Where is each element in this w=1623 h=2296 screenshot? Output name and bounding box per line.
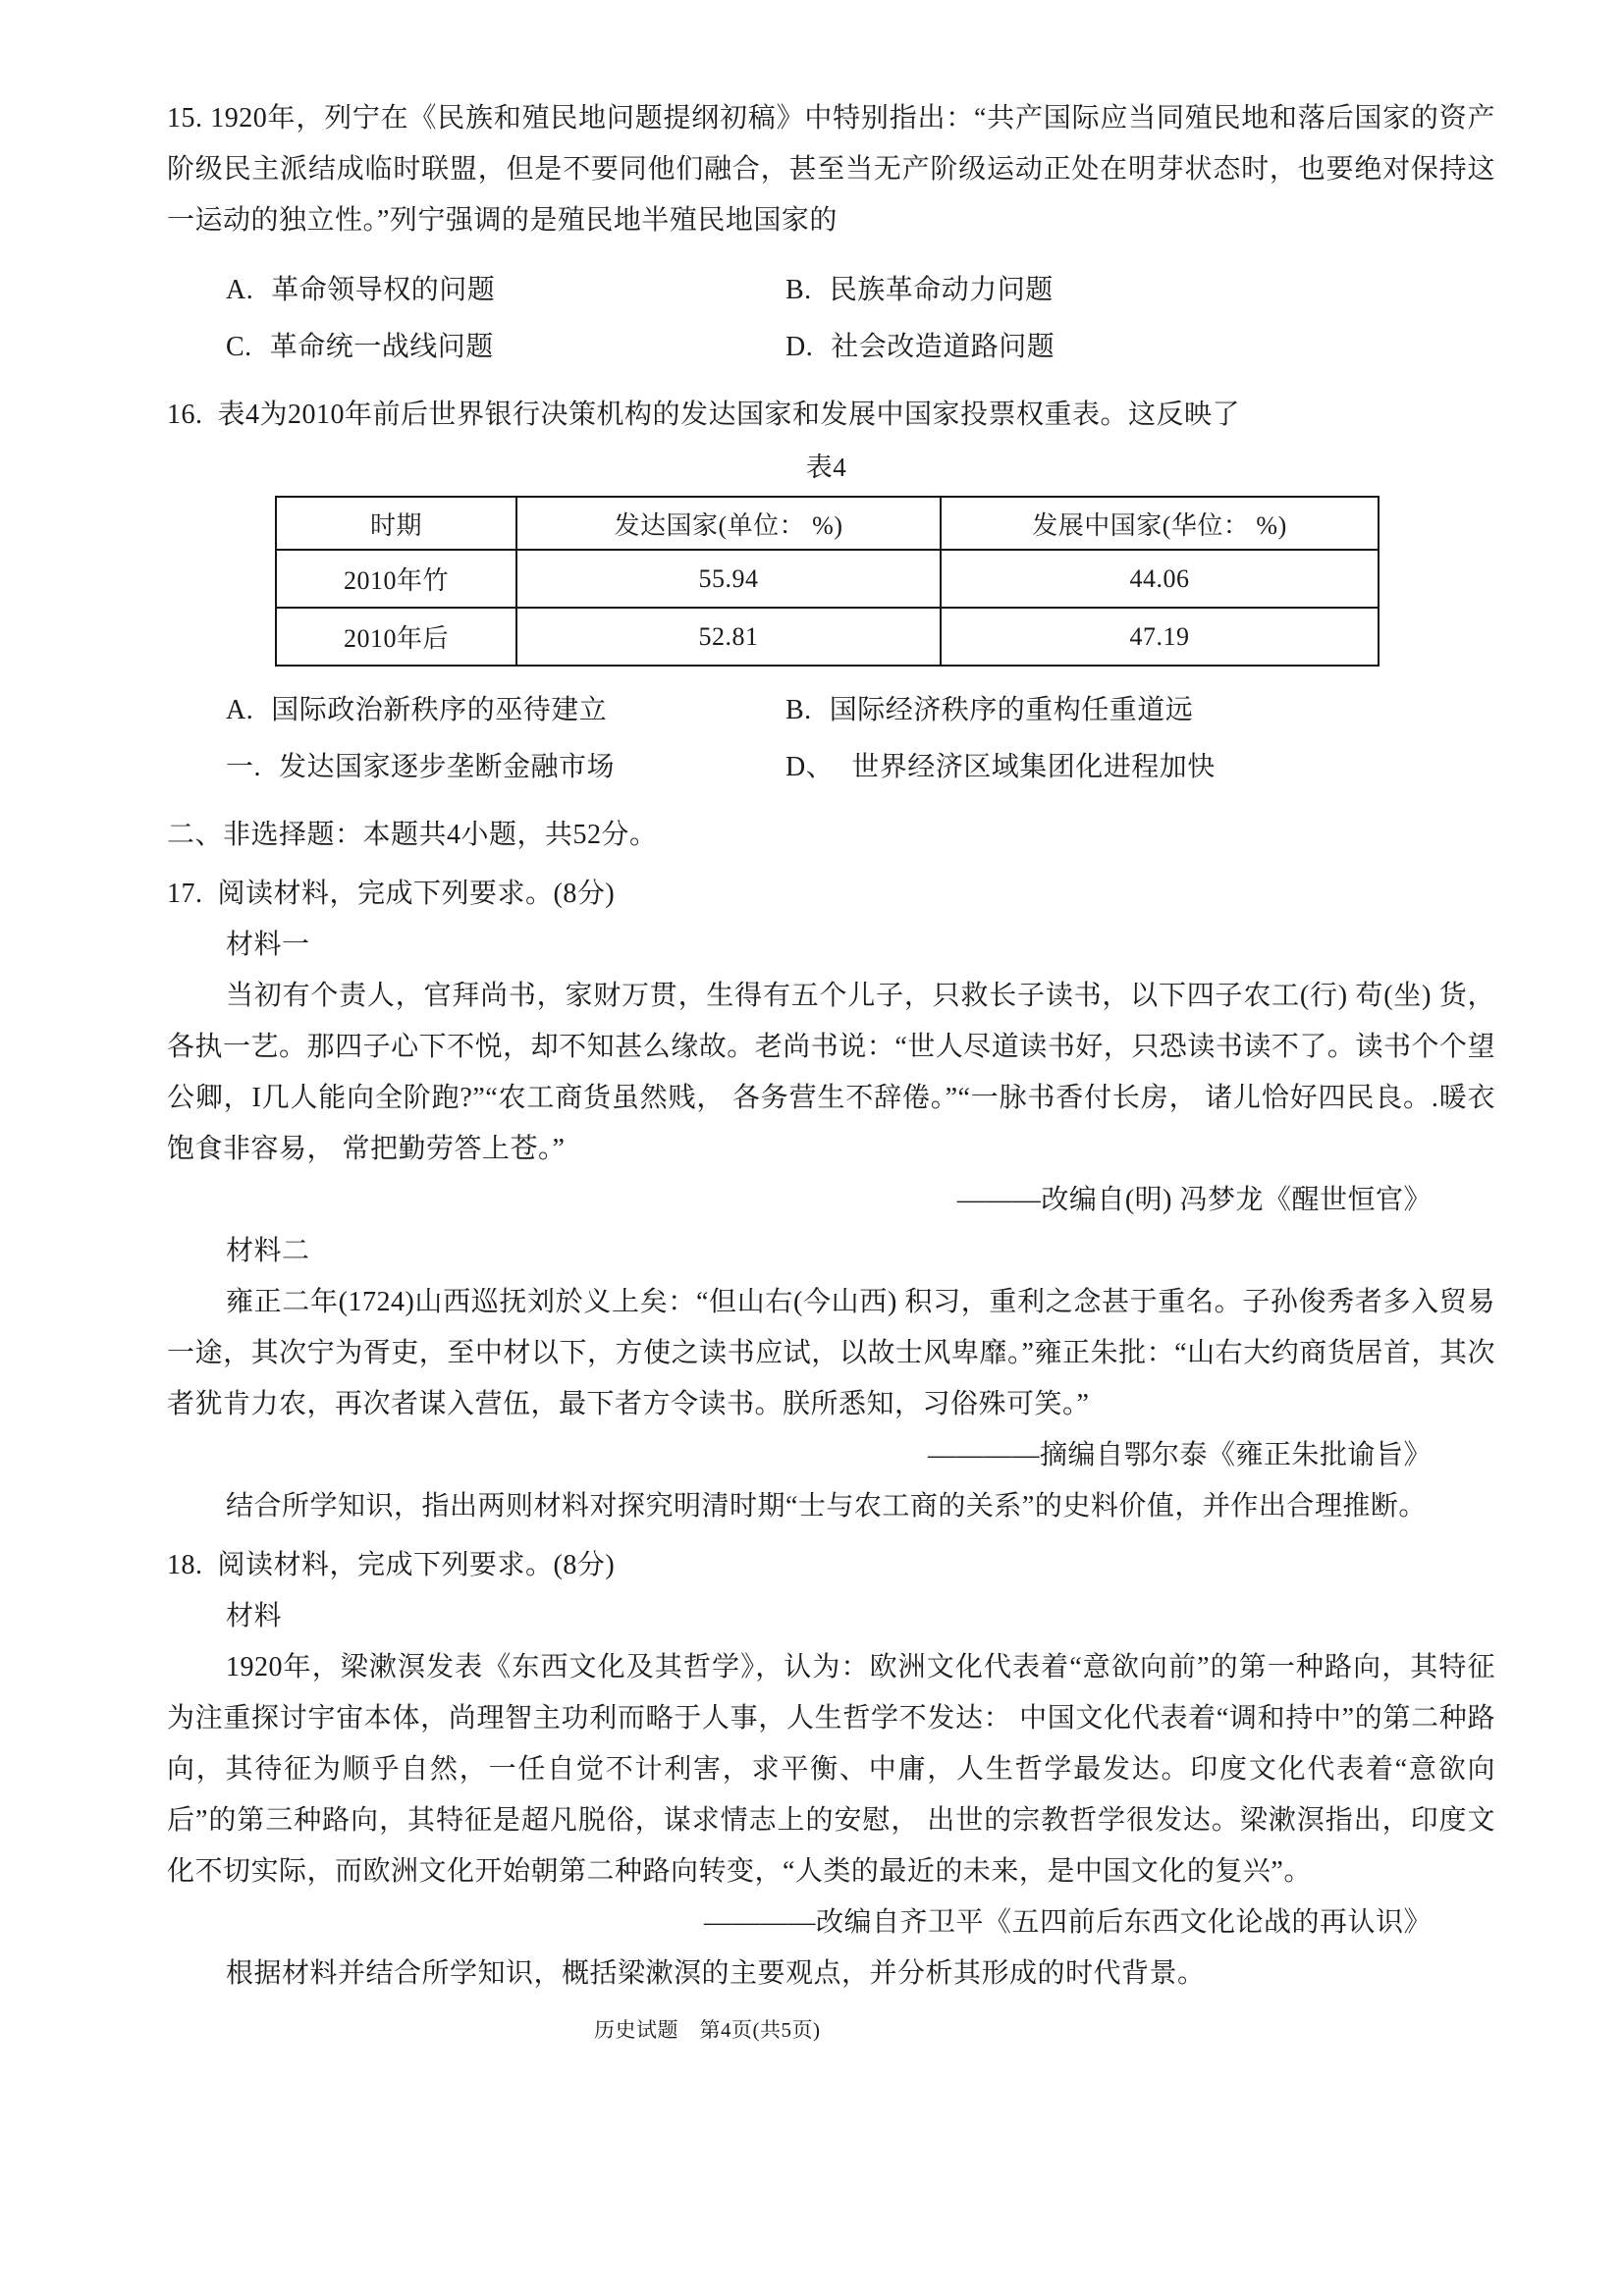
option-label: D、	[785, 752, 835, 782]
page-footer: 历史试题 第4页(共5页)	[594, 2018, 821, 2042]
table-header-cell: 发达国家(单位： %)	[516, 497, 941, 550]
option-16-d	[785, 739, 1216, 796]
option-text: 社会改造道路问题	[831, 332, 1055, 362]
option-15-b	[785, 262, 1054, 319]
material-label: 材料	[226, 1601, 283, 1631]
question-16-stem: 16. 表4为2010年前后世界银行决策机构的发达国家和发展中国家投票权重表。这反映了	[167, 400, 1241, 430]
table-cell: 55.94	[516, 550, 941, 608]
question-15-stem: 15. 1920年，列宁在《民族和殖民地问题提纲初稿》中特别指出：“共产国际应当同殖民地和落后国家的资产阶级民主派结成临时联盟，但是不要同他们融合，甚至当无产阶级运动正处在明芽状态时，也要绝对保持这一运动的独立性。”列宁强调的是殖民地半殖民地国家的	[167, 103, 1495, 236]
material-18-source: ————改编自齐卫平《五四前后东西文化论战的再认识》	[703, 1907, 1432, 1938]
table-4	[275, 496, 1380, 667]
option-row	[167, 262, 1495, 319]
question-17-task: 结合所学知识，指出两则材料对探究明清时期“士与农工商的关系”的史料价值，并作出合理推断。	[226, 1491, 1427, 1522]
question-16-options	[167, 682, 1495, 796]
material-1-label: 材料一	[226, 930, 310, 960]
option-row	[167, 682, 1495, 739]
option-text: 国际经济秩序的重构任重道远	[829, 695, 1194, 725]
option-label: B.	[785, 275, 812, 305]
option-row	[167, 319, 1495, 376]
table-header-cell: 发展中国家(华位： %)	[941, 497, 1379, 550]
option-16-b	[785, 682, 1193, 739]
option-text: 世界经济区域集团化进程加快	[851, 752, 1216, 782]
material-18-text: 1920年，梁漱溟发表《东西文化及其哲学》，认为：欧洲文化代表着“意欲向前”的第一种路向，其特征为注重探讨宇宙本体，尚理智主功利而略于人事，人生哲学不发达： 中国文化代表着“调和持中”的第二种路向，其待征为顺乎自然，一任自觉不计利害，求平衡、中庸，人生哲学最发达。印度文化代表着“意欲向后”的第三种路向，其特征是超凡脱俗，谋求情志上的安慰， 出世的宗教哲学很发达。梁漱溟指出，印度文化不切实际，而欧洲文化开始朝第二种路向转变，“人类的最近的未来，是中国文化的复兴”。	[167, 1652, 1495, 1887]
option-text: 民族革命动力问题	[829, 275, 1054, 305]
option-text: 革命领导权的问题	[271, 275, 496, 305]
table-row	[276, 550, 1379, 608]
question-18-title: 18. 阅读材料，完成下列要求。(8分)	[167, 1550, 616, 1580]
option-15-c	[226, 319, 785, 376]
option-label: C.	[226, 332, 252, 362]
table-row	[276, 608, 1379, 666]
option-label: A.	[226, 275, 254, 305]
question-17-title: 17. 阅读材料，完成下列要求。(8分)	[167, 879, 616, 909]
question-18-task: 根据材料并结合所学知识，概括梁漱溟的主要观点，并分析其形成的时代背景。	[226, 1958, 1206, 1989]
option-text: 革命统一战线问题	[269, 332, 494, 362]
option-text: 发达国家逐步垄断金融市场	[279, 752, 616, 782]
material-1-text: 当初有个责人，官拜尚书，家财万贯，生得有五个儿子，只救长子读书，以下四子农工(行) 苟(坐) 货，各执一艺。那四子心下不悦，却不知甚么缘故。老尚书说：“世人尽道读书好，只恐读书读不了。读书个个望公卿，I几人能向全阶跑?”“农工商货虽然贱， 各务营生不辞倦。”“一脉书香付长房， 诸儿恰好四民良。.暖衣饱食非容易， 常把勤劳答上苍。”	[167, 981, 1495, 1164]
option-label: D.	[785, 332, 814, 362]
material-2-source: ————摘编自鄂尔泰《雍正朱批谕旨》	[927, 1440, 1432, 1470]
option-16-c	[226, 739, 785, 796]
option-16-a	[226, 682, 785, 739]
option-label: A.	[226, 695, 254, 725]
table-header-cell: 时期	[276, 497, 516, 550]
table-cell: 44.06	[941, 550, 1379, 608]
option-text: 国际政治新秩序的巫待建立	[271, 695, 608, 725]
table-cell: 52.81	[516, 608, 941, 666]
option-row	[167, 739, 1495, 796]
option-label: B.	[785, 695, 812, 725]
material-1-source: ———改编自(明) 冯梦龙《醒世恒官》	[956, 1185, 1432, 1215]
section-2-heading: 二、非选择题：本题共4小题，共52分。	[167, 820, 658, 850]
table-cell: 2010年竹	[276, 550, 516, 608]
option-15-d	[785, 319, 1055, 376]
table-header-row	[276, 497, 1379, 550]
option-15-a	[226, 262, 785, 319]
option-label: 一.	[226, 752, 262, 782]
material-2-label: 材料二	[226, 1236, 310, 1266]
material-2-text: 雍正二年(1724)山西巡抚刘於义上矣：“但山右(今山西) 积习，重利之念甚于重名。子孙俊秀者多入贸易一途，其次宁为胥吏，至中材以下，方使之读书应试，以故士风卑靡。”雍正朱批：“山右大约商货居首，其次者犹肯力农，再次者谋入营伍，最下者方令读书。朕所悉知，习俗殊可笑。”	[167, 1287, 1495, 1419]
table-4-caption: 表4	[805, 453, 847, 482]
table-cell: 47.19	[941, 608, 1379, 666]
question-15-options	[167, 262, 1495, 376]
table-cell: 2010年后	[276, 608, 516, 666]
